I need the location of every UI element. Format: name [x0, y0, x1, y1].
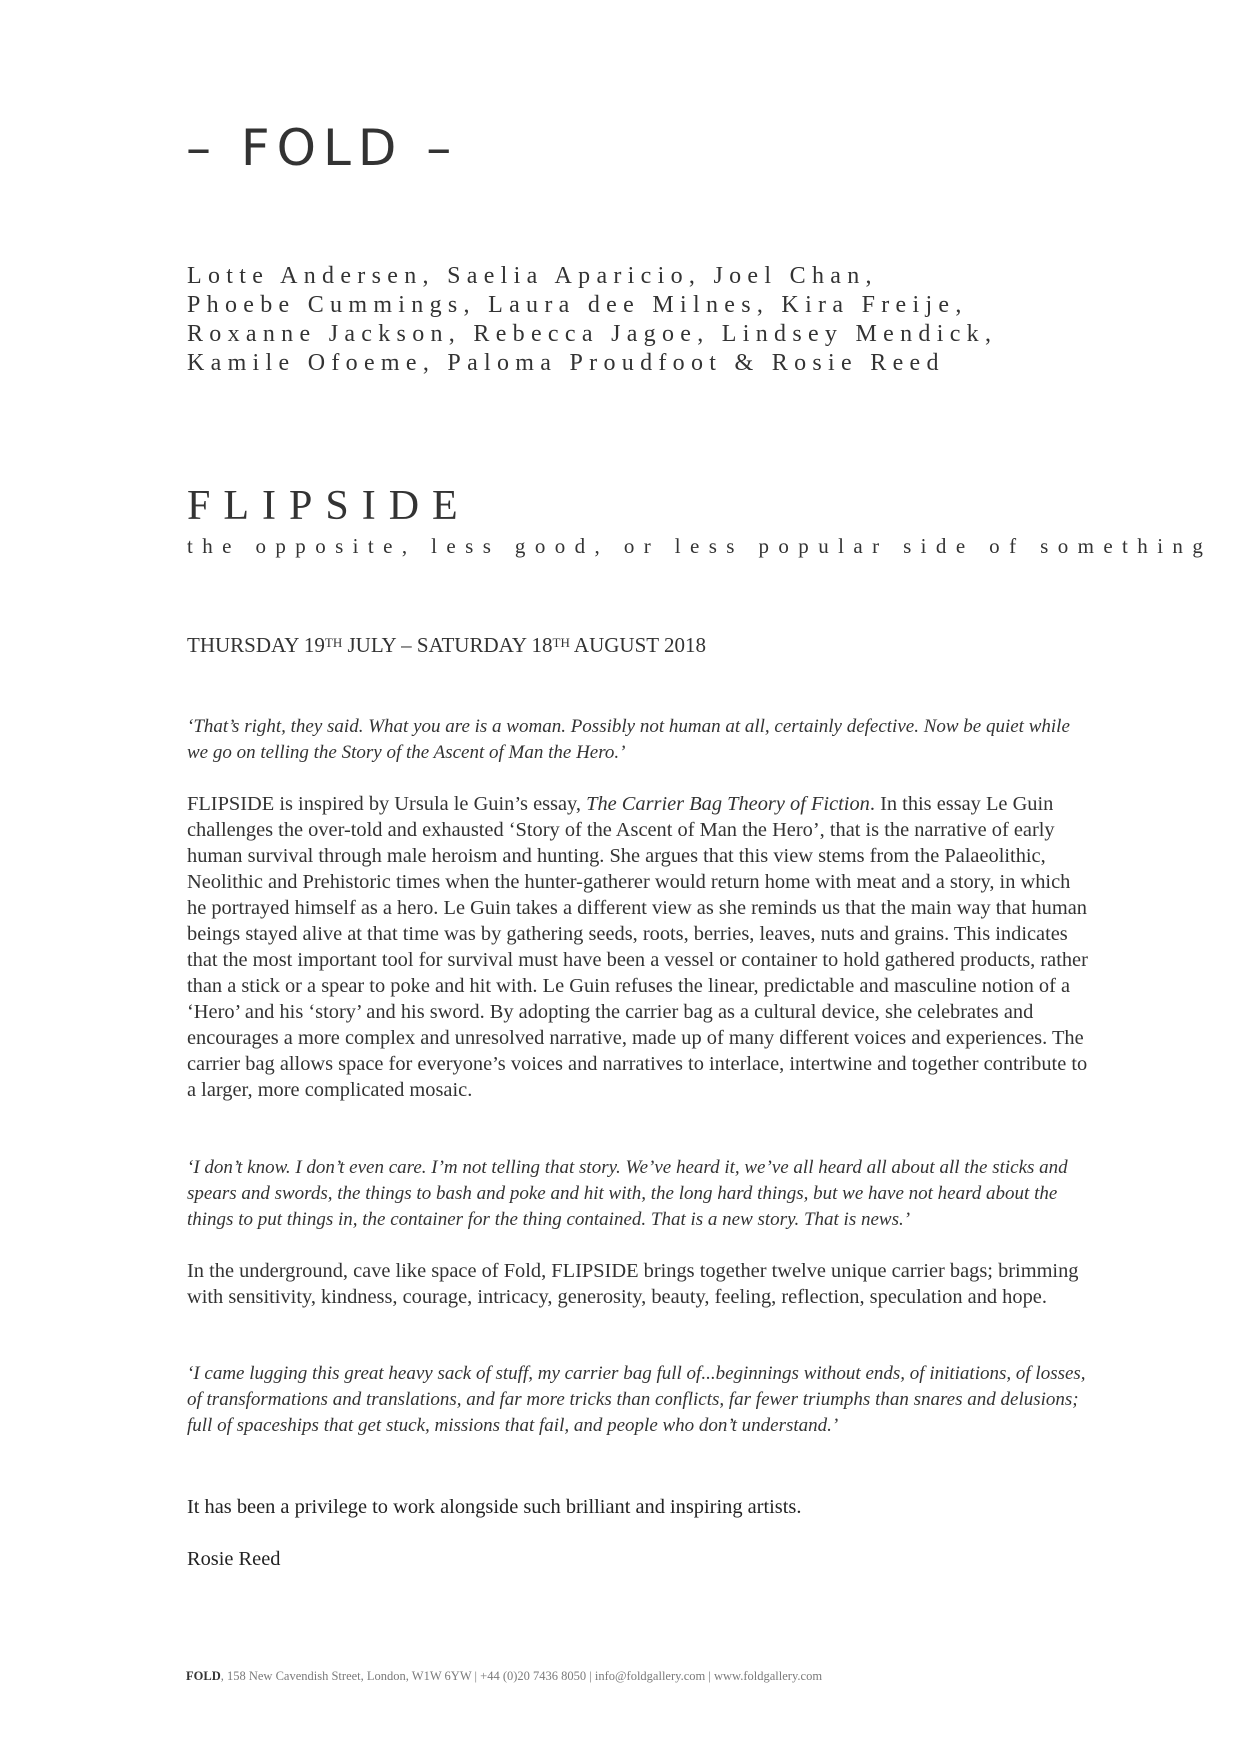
quote-1: ‘That’s right, they said. What you are is a woman. Possibly not human at all, certainly defective. Now be quiet while we go on telling the Story of the Ascent of Man the Hero.’ [187, 716, 1070, 763]
quote-2: ‘I don’t know. I don’t even care. I’m not telling that story. We’ve heard it, we’ve all heard all about all the sticks and spears and swords, the things to bash and poke and hit with, the long hard things, but we have not heard about the things to put things in, the container for the thing contained. That is a new story. That is news.’ [187, 1157, 1068, 1230]
exhibition-title: FLIPSIDE [187, 483, 471, 529]
fold-logo: – FOLD – [186, 119, 459, 177]
essay-title: The Carrier Bag Theory of Fiction [586, 793, 870, 815]
artist-line: Roxanne Jackson, Rebecca Jagoe, Lindsey Mendick, [187, 321, 998, 347]
exhibition-dates [187, 632, 706, 658]
paragraph-1-start: FLIPSIDE is inspired by Ursula le Guin’s essay, [187, 793, 587, 815]
artist-line: Kamile Ofoeme, Paloma Proudfoot & Rosie Reed [187, 350, 945, 376]
paragraph-1-rest: . In this essay Le Guin challenges the over-told and exhausted ‘Story of the Ascent of Man the Hero’, that is the narrative of early human survival through male heroism and hunting. She argues that this view stems from the Palaeolithic, Neolithic and Prehistoric times when the hunter-gatherer would return home with meat and a story, in which he portrayed himself as a hero. Le Guin takes a different view as she reminds us that the main way that human beings stayed alive at that time was by gathering seeds, roots, berries, leaves, nuts and grains. This indicates that the most important tool for survival must have been a vessel or container to hold gathered products, rather than a stick or a spear to poke and hit with. Le Guin refuses the linear, predictable and masculine notion of a ‘Hero’ and his ‘story’ and his sword. By adopting the carrier bag as a cultural device, she celebrates and encourages a more complex and unresolved narrative, made up of many different voices and experiences. The carrier bag allows space for everyone’s voices and narratives to interlace, intertwine and together contribute to a larger, more complicated mosaic. [187, 793, 1088, 1101]
signature: Rosie Reed [187, 1548, 281, 1570]
artist-line: Phoebe Cummings, Laura dee Milnes, Kira Freije, [187, 292, 968, 318]
paragraph-2: In the underground, cave like space of Fold, FLIPSIDE brings together twelve unique carrier bags; brimming with sensitivity, kindness, courage, intricacy, generosity, beauty, feeling, reflection, speculation and hope. [187, 1260, 1079, 1308]
footer-brand: FOLD [186, 1669, 221, 1683]
date-end: AUGUST 2018 [569, 633, 706, 657]
footer-address: , 158 New Cavendish Street, London, W1W 6YW | +44 (0)20 7436 8050 | info@foldgallery.com | www.foldgallery.com [220, 1669, 823, 1683]
end-ordinal: TH [552, 635, 570, 650]
paragraph-1 [187, 791, 1092, 1103]
start-day: THURSDAY 19 [187, 633, 325, 657]
closing-line: It has been a privilege to work alongside such brilliant and inspiring artists. [187, 1496, 802, 1518]
exhibition-subtitle: the opposite, less good, or less popular side of something [187, 534, 1213, 558]
quote-3: ‘I came lugging this great heavy sack of stuff, my carrier bag full of...beginnings without ends, of initiations, of losses, of transformations and translations, and far more tricks than conflicts, far fewer triumphs than snares and delusions; full of spaceships that get stuck, missions that fail, and people who don’t understand.’ [187, 1363, 1086, 1436]
date-middle: JULY – SATURDAY 18 [342, 633, 553, 657]
footer [186, 1668, 822, 1684]
artist-list [187, 262, 997, 378]
artist-line: Lotte Andersen, Saelia Aparicio, Joel Chan, [187, 263, 878, 289]
start-ordinal: TH [324, 635, 343, 650]
